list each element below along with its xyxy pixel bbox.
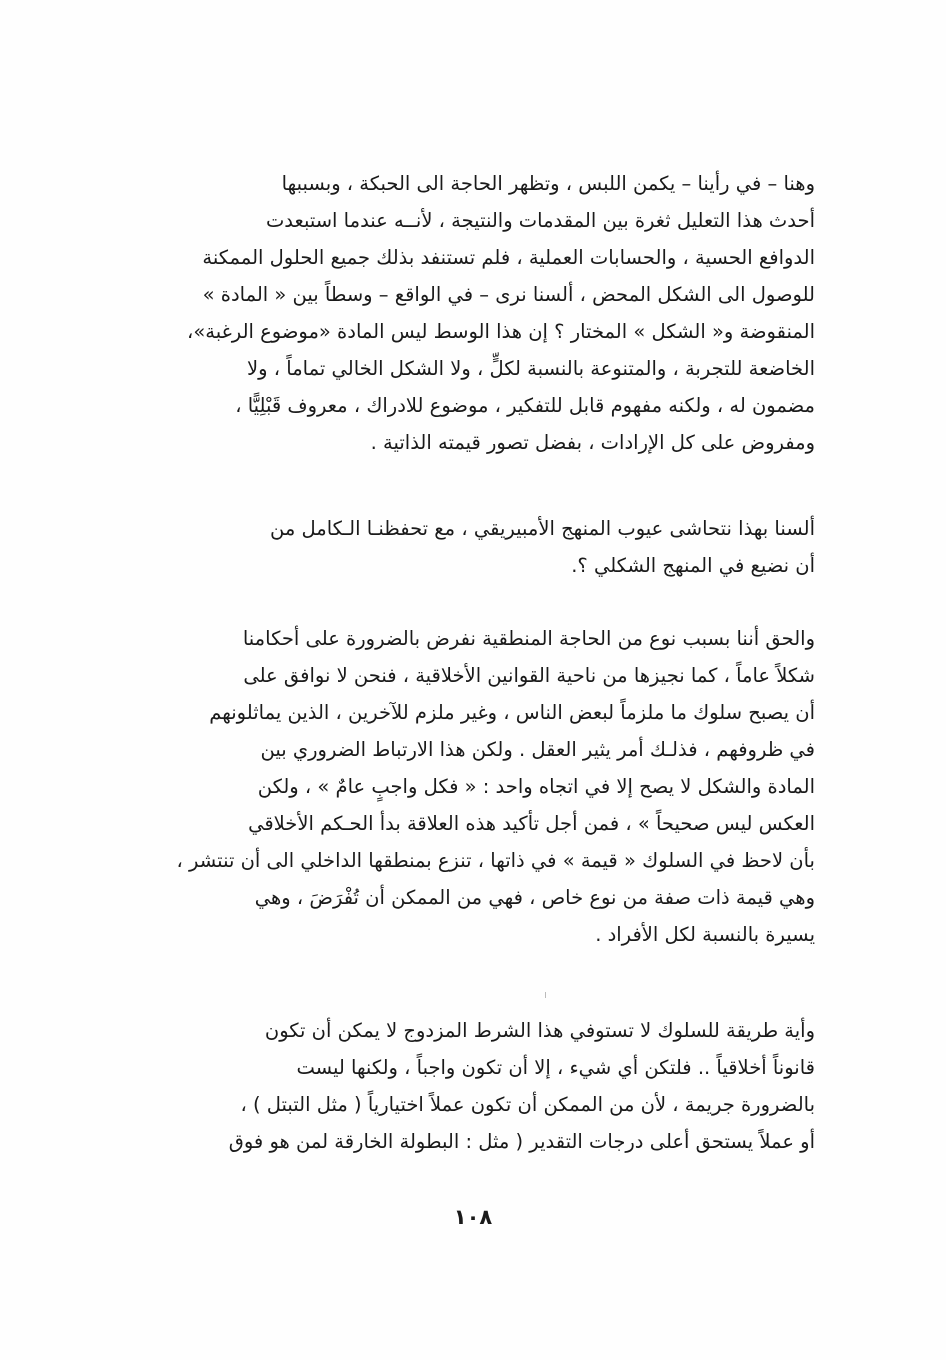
text-line: بالضرورة جريمة ، لأن من الممكن أن تكون عملاً اختيارياً ( مثل التبتل ) ، bbox=[240, 1093, 815, 1116]
text-line: بأن لاحظ في السلوك « قيمة » في ذاتها ، تنزع بمنطقها الداخلي الى أن تنتشر ، bbox=[176, 849, 815, 872]
text-line: الدوافع الحسية ، والحسابات العملية ، فلم تستنفد بذلك جميع الحلول الممكنة bbox=[202, 246, 815, 269]
paragraph-3 bbox=[132, 620, 815, 953]
text-line: أن يصبح سلوك ما ملزماً لبعض الناس ، وغير ملزم للآخرين ، الذين يماثلونهم bbox=[209, 701, 815, 724]
text-line: العكس ليس صحيحاً » ، فمن أجل تأكيد هذه العلاقة بدأ الحـكم الأخلاقي bbox=[248, 812, 815, 835]
text-line: أن نضيع في المنهج الشكلي ؟. bbox=[571, 554, 815, 577]
text-line: مضمون له ، ولكنه مفهوم قابل للتفكير ، موضوع للادراك ، معروف قَبْلِيًّا ، bbox=[235, 394, 815, 417]
text-line: في ظروفهم ، فذلـك أمر يثير العقل . ولكن هذا الارتباط الضروري بين bbox=[260, 738, 815, 761]
text-line: وأية طريقة للسلوك لا تستوفي هذا الشرط المزدوج لا يمكن أن تكون bbox=[264, 1019, 815, 1042]
text-line: قانوناً أخلاقياً .. فلتكن أي شيء ، إلا أن تكون واجباً ، ولكنها ليست bbox=[296, 1056, 815, 1079]
text-line: ألسنا بهذا نتحاشى عيوب المنهج الأمبيريقي ، مع تحفظنـا الـكامل من bbox=[270, 517, 815, 540]
text-line: أو عملاً يستحق أعلى درجات التقدير ( مثل : البطولة الخارقة لمن هو فوق bbox=[228, 1130, 815, 1153]
text-line: المنقوضة و« الشكل » المختار ؟ إن هذا الوسط ليس المادة «موضوع الرغبة»، bbox=[187, 320, 815, 343]
text-line: أحدث هذا التعليل ثغرة بين المقدمات والنتيجة ، لأنــه عندما استبعدت bbox=[265, 209, 815, 232]
paragraph-4 bbox=[132, 1012, 815, 1160]
text-line: ومفروض على كل الإرادات ، بفضل تصور قيمته الذاتية . bbox=[370, 431, 815, 454]
text-line: المادة والشكل لا يصح إلا في اتجاه واحد : « فكل واجبٍ عامٌ » ، ولكن bbox=[257, 775, 815, 798]
text-line: وهي قيمة ذات صفة من نوع خاص ، فهي من الممكن أن تُفْرَضَ ، وهي bbox=[254, 886, 815, 909]
text-line: شكلاً عاماً ، كما نجيزها من ناحية القوانين الأخلاقية ، فنحن لا نوافق على bbox=[243, 664, 815, 687]
text-line: يسيرة بالنسبة لكل الأفراد . bbox=[595, 923, 815, 946]
print-speck bbox=[545, 992, 546, 998]
text-line: والحق أننا بسبب نوع من الحاجة المنطقية نفرض بالضرورة على أحكامنا bbox=[242, 627, 815, 650]
text-line: للوصول الى الشكل المحض ، ألسنا نرى – في الواقع – وسطاً بين « المادة » bbox=[202, 283, 815, 306]
paragraph-1 bbox=[132, 165, 815, 461]
text-line: الخاضعة للتجربة ، والمتنوعة بالنسبة لكلٍّ ، ولا الشكل الخالي تماماً ، ولا bbox=[247, 357, 815, 380]
text-line: وهنا – في رأينا – يكمن اللبس ، وتظهر الحاجة الى الحبكة ، وبسببها bbox=[281, 172, 815, 195]
paragraph-2 bbox=[132, 510, 815, 584]
page-number: ١٠٨ bbox=[453, 1205, 493, 1229]
